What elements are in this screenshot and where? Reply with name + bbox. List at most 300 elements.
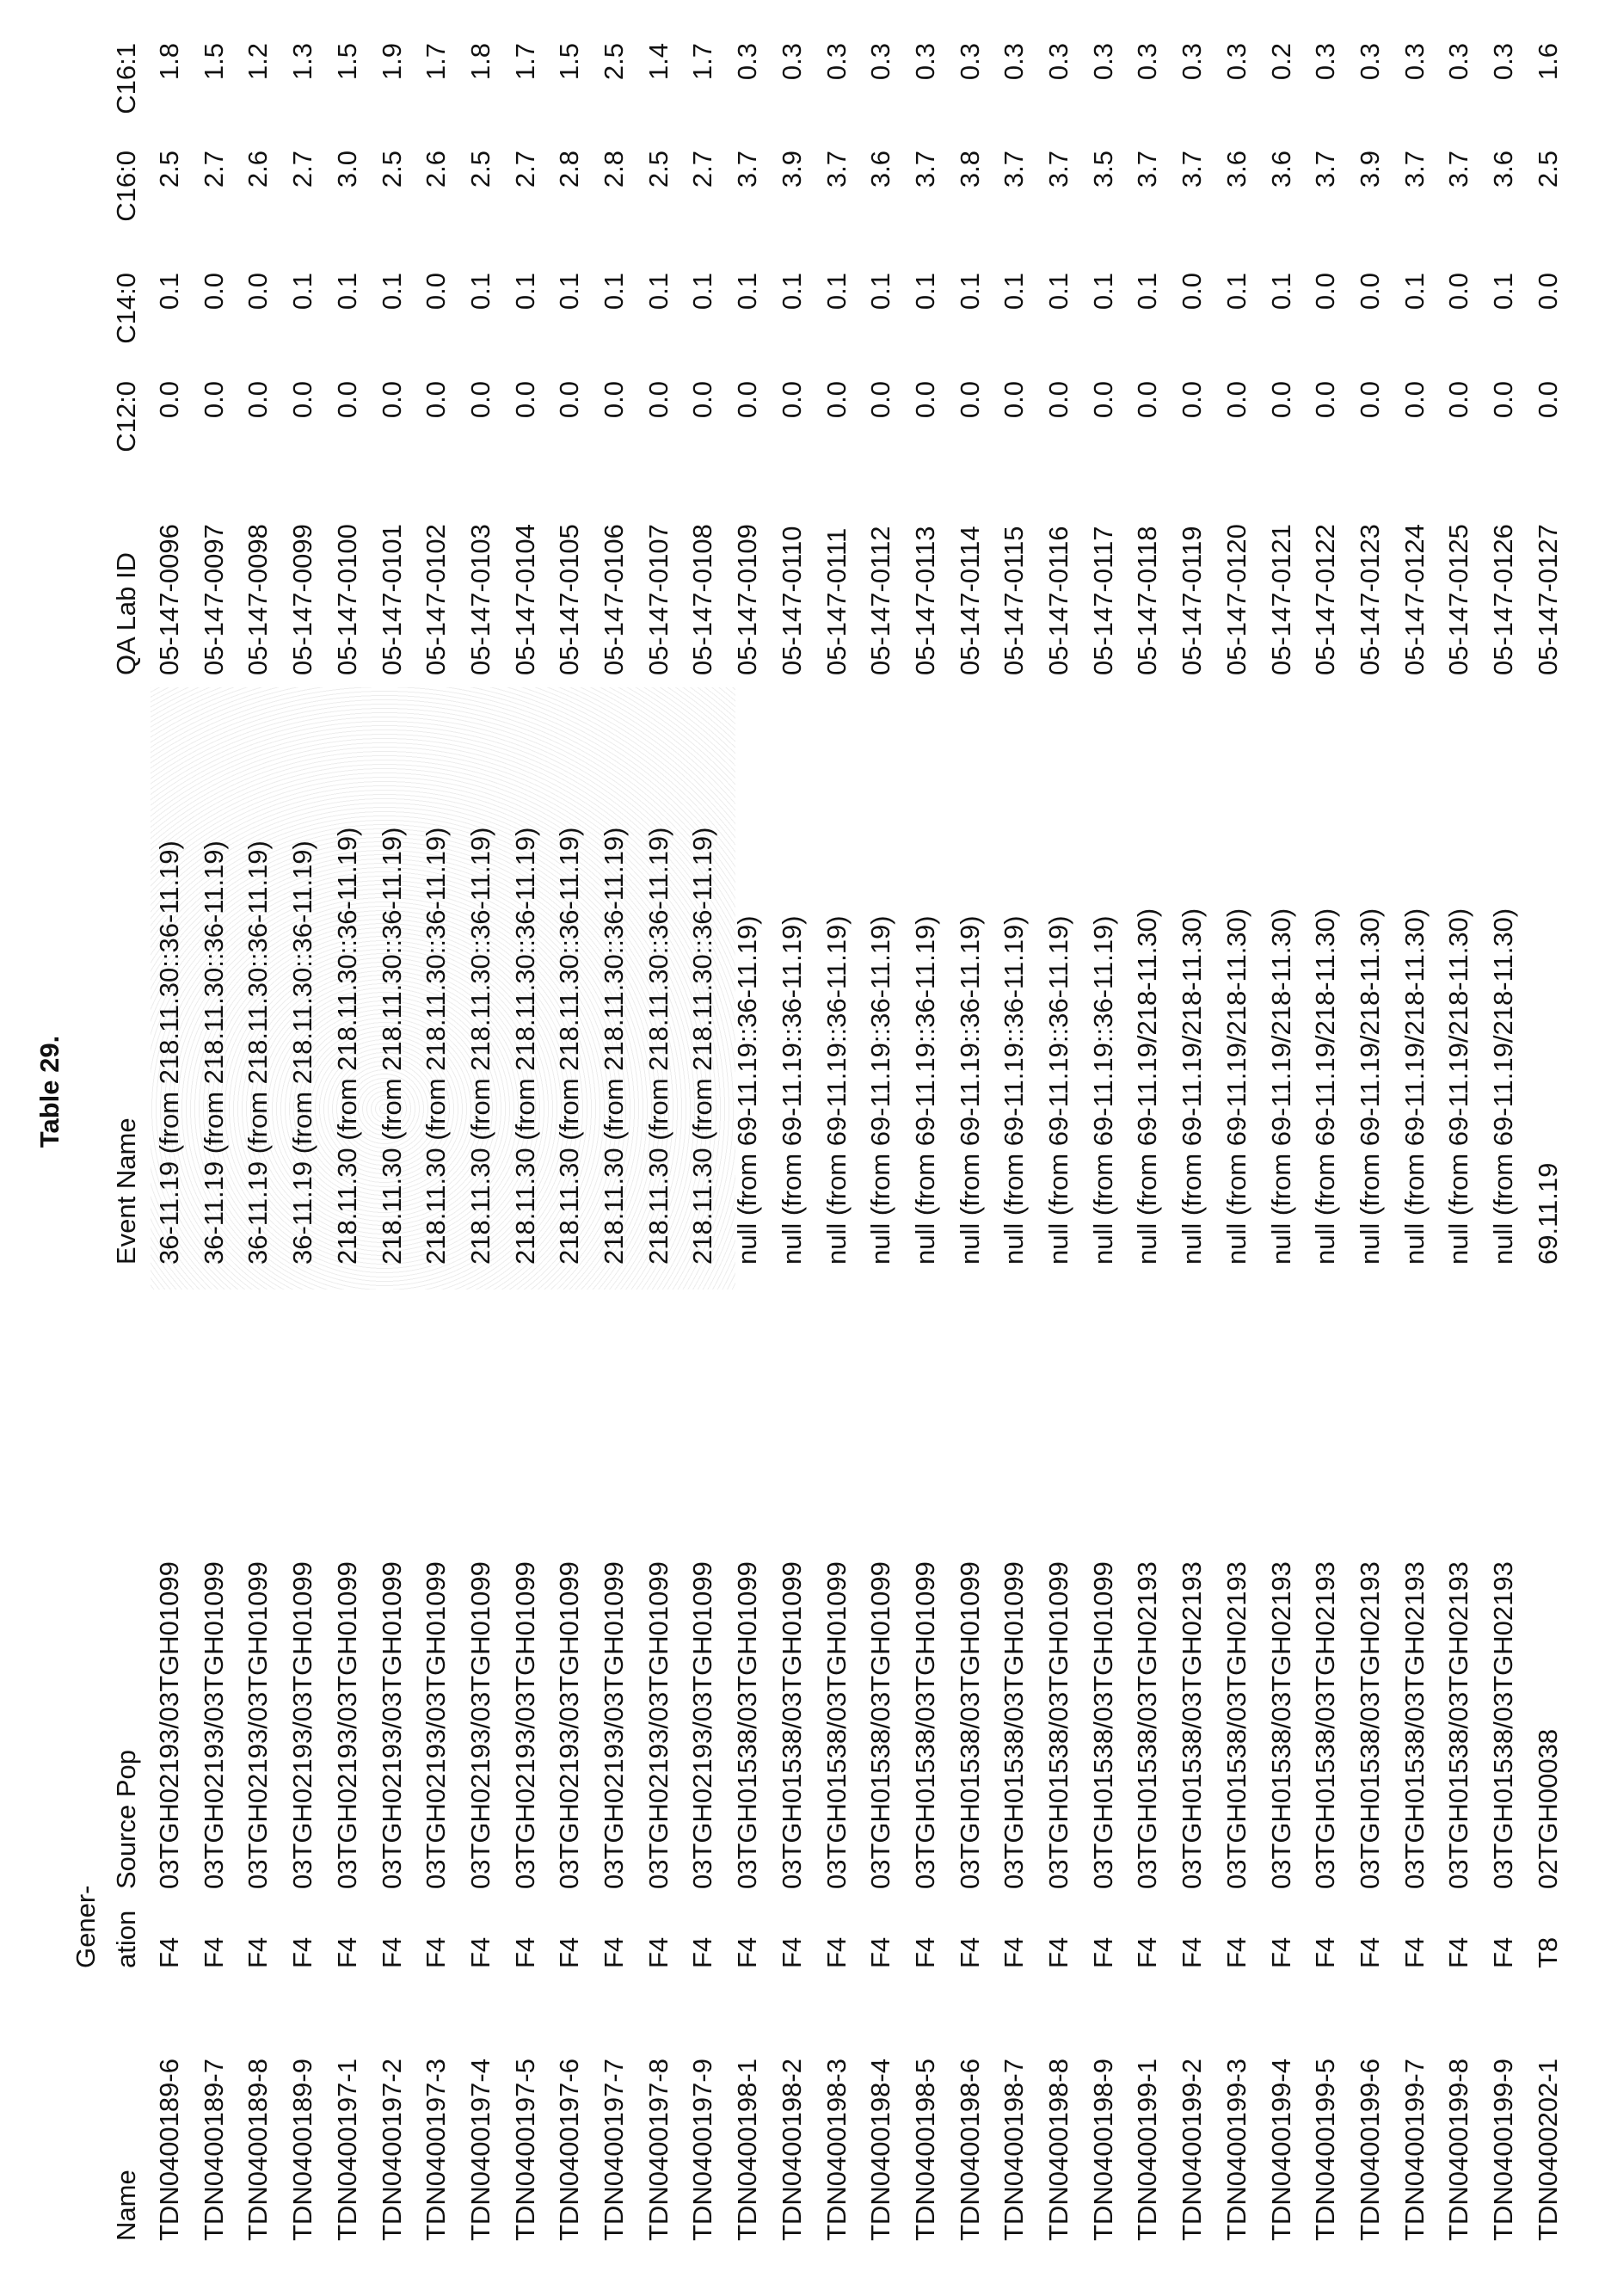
cell-c14-0: 0.1 [1088, 273, 1119, 359]
cell-c16-1: 0.3 [1043, 43, 1074, 129]
cell-c16-0: 3.8 [955, 151, 986, 237]
cell-generation: F4 [554, 1937, 585, 1968]
cell-qa-lab-id: 05-147-0110 [777, 526, 808, 675]
cell-source-pop: 03TGH01538/03TGH01099 [1043, 1561, 1074, 1889]
cell-qa-lab-id: 05-147-0114 [955, 526, 986, 675]
cell-name: TDN0400198-3 [821, 2059, 852, 2241]
table-row [732, 0, 763, 2296]
cell-qa-lab-id: 05-147-0102 [421, 524, 452, 675]
cell-c14-0: 0.1 [821, 273, 852, 359]
cell-c16-0: 2.8 [554, 151, 585, 237]
cell-source-pop: 03TGH01538/03TGH02193 [1177, 1561, 1208, 1889]
header-c16-1: C16:1 [111, 43, 142, 129]
cell-qa-lab-id: 05-147-0109 [732, 524, 763, 675]
table-row [243, 0, 274, 2296]
header-generation-line2: ation [111, 1911, 142, 1968]
cell-generation: F4 [1043, 1937, 1074, 1968]
table-row [199, 0, 230, 2296]
cell-generation: F4 [154, 1937, 185, 1968]
cell-c16-1: 0.3 [821, 43, 852, 129]
cell-c12-0: 0.0 [1533, 381, 1564, 467]
cell-c14-0: 0.1 [643, 273, 674, 359]
table-row [287, 0, 318, 2296]
cell-name: TDN0400189-9 [287, 2059, 318, 2241]
cell-generation: F4 [955, 1937, 986, 1968]
cell-event-name: 36-11.19 (from 218.11.30::36-11.19) [199, 840, 230, 1265]
cell-c16-1: 0.3 [1221, 43, 1252, 129]
cell-qa-lab-id: 05-147-0101 [377, 524, 408, 675]
cell-c16-0: 3.7 [1132, 151, 1163, 237]
cell-source-pop: 03TGH01538/03TGH02193 [1443, 1561, 1474, 1889]
cell-c16-0: 3.7 [732, 151, 763, 237]
cell-c14-0: 0.1 [999, 273, 1030, 359]
cell-generation: F4 [1399, 1937, 1430, 1968]
cell-event-name: 218.11.30 (from 218.11.30::36-11.19) [687, 828, 718, 1265]
cell-generation: F4 [910, 1937, 941, 1968]
cell-c14-0: 0.1 [777, 273, 808, 359]
cell-generation: F4 [377, 1937, 408, 1968]
cell-c16-1: 0.3 [955, 43, 986, 129]
cell-name: TDN0400199-6 [1355, 2059, 1386, 2241]
cell-name: TDN0400198-7 [999, 2059, 1030, 2241]
cell-generation: F4 [199, 1937, 230, 1968]
cell-c12-0: 0.0 [732, 381, 763, 467]
table-row [865, 0, 896, 2296]
cell-name: TDN0400197-3 [421, 2059, 452, 2241]
cell-name: TDN0400197-2 [377, 2059, 408, 2241]
cell-c14-0: 0.0 [1443, 273, 1474, 359]
cell-c12-0: 0.0 [955, 381, 986, 467]
cell-event-name: null (from 69-11.19::36-11.19) [821, 915, 852, 1265]
cell-source-pop: 03TGH01538/03TGH02193 [1132, 1561, 1163, 1889]
cell-c12-0: 0.0 [999, 381, 1030, 467]
cell-name: TDN0400197-1 [332, 2059, 363, 2241]
table-row [421, 0, 452, 2296]
cell-c16-1: 0.3 [1399, 43, 1430, 129]
cell-c12-0: 0.0 [421, 381, 452, 467]
cell-event-name: null (from 69-11.19::36-11.19) [999, 915, 1030, 1265]
cell-source-pop: 03TGH01538/03TGH01099 [865, 1561, 896, 1889]
cell-c12-0: 0.0 [554, 381, 585, 467]
cell-c16-0: 2.5 [465, 151, 496, 237]
cell-c14-0: 0.0 [421, 273, 452, 359]
cell-c16-0: 2.6 [421, 151, 452, 237]
cell-name: TDN0400197-5 [510, 2059, 541, 2241]
cell-name: TDN0400197-8 [643, 2059, 674, 2241]
cell-c16-1: 1.5 [199, 43, 230, 129]
header-c12-0: C12:0 [111, 381, 142, 467]
cell-name: TDN0400197-9 [687, 2059, 718, 2241]
cell-source-pop: 03TGH01538/03TGH02193 [1221, 1561, 1252, 1889]
cell-qa-lab-id: 05-147-0112 [865, 526, 896, 675]
cell-qa-lab-id: 05-147-0104 [510, 524, 541, 675]
cell-generation: T8 [1533, 1937, 1564, 1968]
cell-c14-0: 0.0 [199, 273, 230, 359]
cell-c14-0: 0.1 [1132, 273, 1163, 359]
rotated-table-page [0, 0, 1605, 2296]
cell-c12-0: 0.0 [1399, 381, 1430, 467]
cell-c12-0: 0.0 [1088, 381, 1119, 467]
cell-c16-0: 3.7 [1443, 151, 1474, 237]
cell-c16-1: 0.3 [732, 43, 763, 129]
cell-name: TDN0400202-1 [1533, 2059, 1564, 2241]
cell-c14-0: 0.1 [554, 273, 585, 359]
cell-source-pop: 03TGH02193/03TGH01099 [332, 1561, 363, 1889]
cell-c14-0: 0.0 [243, 273, 274, 359]
cell-c12-0: 0.0 [821, 381, 852, 467]
cell-name: TDN0400198-5 [910, 2059, 941, 2241]
table-row [777, 0, 808, 2296]
cell-c14-0: 0.1 [687, 273, 718, 359]
cell-source-pop: 03TGH02193/03TGH01099 [287, 1561, 318, 1889]
cell-c14-0: 0.1 [910, 273, 941, 359]
cell-name: TDN0400189-7 [199, 2059, 230, 2241]
cell-event-name: null (from 69-11.19::36-11.19) [955, 915, 986, 1265]
cell-qa-lab-id: 05-147-0096 [154, 524, 185, 675]
cell-generation: F4 [332, 1937, 363, 1968]
header-event-name: Event Name [111, 1117, 142, 1265]
header-generation-line1: Gener- [71, 1886, 101, 1968]
cell-generation: F4 [465, 1937, 496, 1968]
cell-source-pop: 03TGH02193/03TGH01099 [377, 1561, 408, 1889]
cell-c14-0: 0.0 [1533, 273, 1564, 359]
cell-event-name: 218.11.30 (from 218.11.30::36-11.19) [377, 828, 408, 1265]
cell-event-name: null (from 69-11.19/218-11.30) [1310, 908, 1341, 1265]
cell-name: TDN0400199-7 [1399, 2059, 1430, 2241]
cell-source-pop: 03TGH01538/03TGH02193 [1399, 1561, 1430, 1889]
cell-source-pop: 03TGH01538/03TGH02193 [1310, 1561, 1341, 1889]
header-c16-0: C16:0 [111, 151, 142, 237]
header-name: Name [111, 2170, 142, 2241]
cell-source-pop: 03TGH01538/03TGH01099 [999, 1561, 1030, 1889]
cell-event-name: null (from 69-11.19::36-11.19) [1088, 915, 1119, 1265]
cell-c16-0: 2.6 [243, 151, 274, 237]
cell-c16-1: 0.3 [777, 43, 808, 129]
cell-c16-0: 3.7 [821, 151, 852, 237]
cell-c16-1: 0.3 [1355, 43, 1386, 129]
cell-c14-0: 0.1 [1221, 273, 1252, 359]
cell-name: TDN0400197-6 [554, 2059, 585, 2241]
table-row [999, 0, 1030, 2296]
cell-c16-1: 1.7 [421, 43, 452, 129]
cell-c16-0: 2.7 [199, 151, 230, 237]
cell-c14-0: 0.0 [1355, 273, 1386, 359]
cell-c16-0: 3.6 [1266, 151, 1297, 237]
table-row [821, 0, 852, 2296]
cell-event-name: 218.11.30 (from 218.11.30::36-11.19) [643, 828, 674, 1265]
cell-c16-0: 3.9 [1355, 151, 1386, 237]
cell-c14-0: 0.1 [1399, 273, 1430, 359]
cell-c16-1: 0.3 [1443, 43, 1474, 129]
cell-event-name: null (from 69-11.19::36-11.19) [910, 915, 941, 1265]
cell-name: TDN0400197-4 [465, 2059, 496, 2241]
cell-c14-0: 0.1 [732, 273, 763, 359]
cell-name: TDN0400198-8 [1043, 2059, 1074, 2241]
cell-c14-0: 0.0 [1177, 273, 1208, 359]
cell-source-pop: 03TGH02193/03TGH01099 [421, 1561, 452, 1889]
cell-c16-1: 1.5 [554, 43, 585, 129]
cell-c16-1: 0.2 [1266, 43, 1297, 129]
cell-c16-0: 3.7 [1310, 151, 1341, 237]
cell-c16-0: 3.9 [777, 151, 808, 237]
cell-qa-lab-id: 05-147-0107 [643, 524, 674, 675]
cell-c16-0: 2.5 [377, 151, 408, 237]
cell-event-name: 36-11.19 (from 218.11.30::36-11.19) [243, 840, 274, 1265]
table-row [1088, 0, 1119, 2296]
cell-generation: F4 [687, 1937, 718, 1968]
cell-source-pop: 03TGH01538/03TGH01099 [777, 1561, 808, 1889]
table-row [687, 0, 718, 2296]
cell-source-pop: 02TGH00038 [1533, 1729, 1564, 1889]
cell-qa-lab-id: 05-147-0127 [1533, 524, 1564, 675]
header-qa-lab-id: QA Lab ID [111, 552, 142, 675]
cell-qa-lab-id: 05-147-0099 [287, 524, 318, 675]
cell-c16-1: 0.3 [1310, 43, 1341, 129]
cell-c16-0: 3.6 [1488, 151, 1519, 237]
table-row [599, 0, 630, 2296]
cell-event-name: null (from 69-11.19/218-11.30) [1488, 908, 1519, 1265]
cell-c12-0: 0.0 [1266, 381, 1297, 467]
cell-source-pop: 03TGH02193/03TGH01099 [199, 1561, 230, 1889]
cell-event-name: null (from 69-11.19/218-11.30) [1355, 908, 1386, 1265]
cell-c16-0: 3.7 [910, 151, 941, 237]
cell-source-pop: 03TGH02193/03TGH01099 [465, 1561, 496, 1889]
cell-source-pop: 03TGH02193/03TGH01099 [154, 1561, 185, 1889]
cell-c16-1: 2.5 [599, 43, 630, 129]
cell-c16-1: 0.3 [1132, 43, 1163, 129]
cell-c16-1: 0.3 [1177, 43, 1208, 129]
table-row [1533, 0, 1564, 2296]
cell-c16-0: 2.5 [643, 151, 674, 237]
cell-c16-0: 3.6 [1221, 151, 1252, 237]
cell-generation: F4 [643, 1937, 674, 1968]
cell-c16-0: 3.5 [1088, 151, 1119, 237]
cell-c16-1: 1.8 [465, 43, 496, 129]
cell-event-name: null (from 69-11.19/218-11.30) [1266, 908, 1297, 1265]
cell-c12-0: 0.0 [332, 381, 363, 467]
cell-c16-0: 2.7 [287, 151, 318, 237]
cell-name: TDN0400198-4 [865, 2059, 896, 2241]
cell-generation: F4 [777, 1937, 808, 1968]
cell-event-name: null (from 69-11.19/218-11.30) [1177, 908, 1208, 1265]
cell-c14-0: 0.1 [287, 273, 318, 359]
cell-event-name: 218.11.30 (from 218.11.30::36-11.19) [465, 828, 496, 1265]
cell-c16-1: 1.5 [332, 43, 363, 129]
cell-c16-0: 3.7 [999, 151, 1030, 237]
cell-c12-0: 0.0 [1043, 381, 1074, 467]
cell-c14-0: 0.1 [955, 273, 986, 359]
cell-qa-lab-id: 05-147-0097 [199, 524, 230, 675]
table-row [1177, 0, 1208, 2296]
cell-event-name: null (from 69-11.19::36-11.19) [777, 915, 808, 1265]
table-row [554, 0, 585, 2296]
cell-source-pop: 03TGH01538/03TGH01099 [1088, 1561, 1119, 1889]
cell-generation: F4 [1488, 1937, 1519, 1968]
cell-qa-lab-id: 05-147-0116 [1043, 526, 1074, 675]
cell-qa-lab-id: 05-147-0124 [1399, 524, 1430, 675]
cell-event-name: null (from 69-11.19::36-11.19) [732, 915, 763, 1265]
cell-generation: F4 [1310, 1937, 1341, 1968]
cell-source-pop: 03TGH02193/03TGH01099 [510, 1561, 541, 1889]
cell-event-name: 218.11.30 (from 218.11.30::36-11.19) [510, 828, 541, 1265]
cell-name: TDN0400189-8 [243, 2059, 274, 2241]
cell-qa-lab-id: 05-147-0119 [1177, 526, 1208, 675]
cell-source-pop: 03TGH02193/03TGH01099 [643, 1561, 674, 1889]
cell-source-pop: 03TGH01538/03TGH02193 [1355, 1561, 1386, 1889]
table-row [910, 0, 941, 2296]
cell-c14-0: 0.1 [865, 273, 896, 359]
table-row [377, 0, 408, 2296]
cell-source-pop: 03TGH02193/03TGH01099 [243, 1561, 274, 1889]
cell-qa-lab-id: 05-147-0122 [1310, 524, 1341, 675]
cell-generation: F4 [1177, 1937, 1208, 1968]
cell-event-name: 36-11.19 (from 218.11.30::36-11.19) [154, 840, 185, 1265]
cell-qa-lab-id: 05-147-0111 [821, 528, 852, 675]
cell-event-name: 218.11.30 (from 218.11.30::36-11.19) [332, 828, 363, 1265]
cell-event-name: 69.11.19 [1533, 1163, 1564, 1265]
cell-c16-1: 0.3 [1488, 43, 1519, 129]
table-row [955, 0, 986, 2296]
table-row [1043, 0, 1074, 2296]
cell-c16-1: 1.9 [377, 43, 408, 129]
cell-generation: F4 [1132, 1937, 1163, 1968]
cell-qa-lab-id: 05-147-0113 [910, 526, 941, 675]
cell-c14-0: 0.1 [1488, 273, 1519, 359]
cell-source-pop: 03TGH02193/03TGH01099 [599, 1561, 630, 1889]
cell-name: TDN0400199-2 [1177, 2059, 1208, 2241]
cell-c12-0: 0.0 [687, 381, 718, 467]
cell-qa-lab-id: 05-147-0100 [332, 524, 363, 675]
cell-qa-lab-id: 05-147-0120 [1221, 524, 1252, 675]
cell-c12-0: 0.0 [777, 381, 808, 467]
cell-c14-0: 0.1 [599, 273, 630, 359]
cell-c14-0: 0.1 [465, 273, 496, 359]
table-row [1355, 0, 1386, 2296]
cell-generation: F4 [999, 1937, 1030, 1968]
table-row [1488, 0, 1519, 2296]
cell-name: TDN0400198-9 [1088, 2059, 1119, 2241]
cell-generation: F4 [287, 1937, 318, 1968]
cell-event-name: 36-11.19 (from 218.11.30::36-11.19) [287, 840, 318, 1265]
cell-qa-lab-id: 05-147-0106 [599, 524, 630, 675]
cell-c16-1: 1.8 [154, 43, 185, 129]
cell-c14-0: 0.1 [154, 273, 185, 359]
cell-generation: F4 [1088, 1937, 1119, 1968]
cell-name: TDN0400199-3 [1221, 2059, 1252, 2241]
cell-source-pop: 03TGH01538/03TGH01099 [821, 1561, 852, 1889]
cell-c16-1: 1.7 [510, 43, 541, 129]
cell-c12-0: 0.0 [377, 381, 408, 467]
cell-c16-1: 0.3 [910, 43, 941, 129]
cell-event-name: null (from 69-11.19/218-11.30) [1443, 908, 1474, 1265]
cell-c16-0: 2.5 [154, 151, 185, 237]
cell-c14-0: 0.1 [510, 273, 541, 359]
cell-c16-0: 2.7 [510, 151, 541, 237]
cell-c14-0: 0.1 [1266, 273, 1297, 359]
cell-name: TDN0400199-1 [1132, 2059, 1163, 2241]
cell-c14-0: 0.1 [1043, 273, 1074, 359]
cell-c12-0: 0.0 [243, 381, 274, 467]
cell-generation: F4 [821, 1937, 852, 1968]
cell-c16-0: 3.7 [1043, 151, 1074, 237]
cell-c16-1: 1.3 [287, 43, 318, 129]
table-row [510, 0, 541, 2296]
cell-c16-0: 3.6 [865, 151, 896, 237]
table-row [1399, 0, 1430, 2296]
cell-generation: F4 [1443, 1937, 1474, 1968]
cell-c16-0: 3.7 [1177, 151, 1208, 237]
cell-c16-1: 1.6 [1533, 43, 1564, 129]
cell-c16-0: 2.7 [687, 151, 718, 237]
cell-name: TDN0400199-5 [1310, 2059, 1341, 2241]
cell-c14-0: 0.1 [332, 273, 363, 359]
cell-event-name: null (from 69-11.19/218-11.30) [1221, 908, 1252, 1265]
cell-name: TDN0400199-4 [1266, 2059, 1297, 2241]
cell-c12-0: 0.0 [599, 381, 630, 467]
cell-qa-lab-id: 05-147-0123 [1355, 524, 1386, 675]
cell-source-pop: 03TGH02193/03TGH01099 [554, 1561, 585, 1889]
table-row [1310, 0, 1341, 2296]
cell-c12-0: 0.0 [643, 381, 674, 467]
cell-c12-0: 0.0 [465, 381, 496, 467]
cell-name: TDN0400199-8 [1443, 2059, 1474, 2241]
header-source-pop: Source Pop [111, 1750, 142, 1889]
cell-generation: F4 [243, 1937, 274, 1968]
cell-source-pop: 03TGH02193/03TGH01099 [687, 1561, 718, 1889]
header-row [111, 0, 142, 2296]
cell-event-name: null (from 69-11.19/218-11.30) [1132, 908, 1163, 1265]
cell-c16-0: 2.8 [599, 151, 630, 237]
cell-generation: F4 [1355, 1937, 1386, 1968]
cell-qa-lab-id: 05-147-0126 [1488, 524, 1519, 675]
cell-qa-lab-id: 05-147-0108 [687, 524, 718, 675]
cell-qa-lab-id: 05-147-0117 [1088, 526, 1119, 675]
cell-generation: F4 [732, 1937, 763, 1968]
cell-c12-0: 0.0 [1443, 381, 1474, 467]
cell-event-name: 218.11.30 (from 218.11.30::36-11.19) [554, 828, 585, 1265]
cell-source-pop: 03TGH01538/03TGH01099 [910, 1561, 941, 1889]
cell-qa-lab-id: 05-147-0121 [1266, 524, 1297, 675]
cell-c16-0: 3.0 [332, 151, 363, 237]
cell-event-name: null (from 69-11.19::36-11.19) [1043, 915, 1074, 1265]
cell-event-name: null (from 69-11.19::36-11.19) [865, 915, 896, 1265]
table-row [643, 0, 674, 2296]
cell-c12-0: 0.0 [1355, 381, 1386, 467]
cell-c12-0: 0.0 [1177, 381, 1208, 467]
table-row [1443, 0, 1474, 2296]
cell-c16-0: 3.7 [1399, 151, 1430, 237]
cell-source-pop: 03TGH01538/03TGH02193 [1488, 1561, 1519, 1889]
cell-name: TDN0400189-6 [154, 2059, 185, 2241]
cell-qa-lab-id: 05-147-0115 [999, 526, 1030, 675]
cell-name: TDN0400199-9 [1488, 2059, 1519, 2241]
table-row [332, 0, 363, 2296]
header-row-upper [71, 0, 101, 2296]
header-c14-0: C14:0 [111, 273, 142, 359]
cell-c14-0: 0.0 [1310, 273, 1341, 359]
cell-c16-1: 1.4 [643, 43, 674, 129]
cell-generation: F4 [510, 1937, 541, 1968]
cell-generation: F4 [421, 1937, 452, 1968]
table-row [1132, 0, 1163, 2296]
cell-c16-1: 0.3 [1088, 43, 1119, 129]
cell-event-name: null (from 69-11.19/218-11.30) [1399, 908, 1430, 1265]
cell-name: TDN0400198-1 [732, 2059, 763, 2241]
cell-qa-lab-id: 05-147-0105 [554, 524, 585, 675]
cell-qa-lab-id: 05-147-0125 [1443, 524, 1474, 675]
cell-qa-lab-id: 05-147-0103 [465, 524, 496, 675]
cell-generation: F4 [1266, 1937, 1297, 1968]
